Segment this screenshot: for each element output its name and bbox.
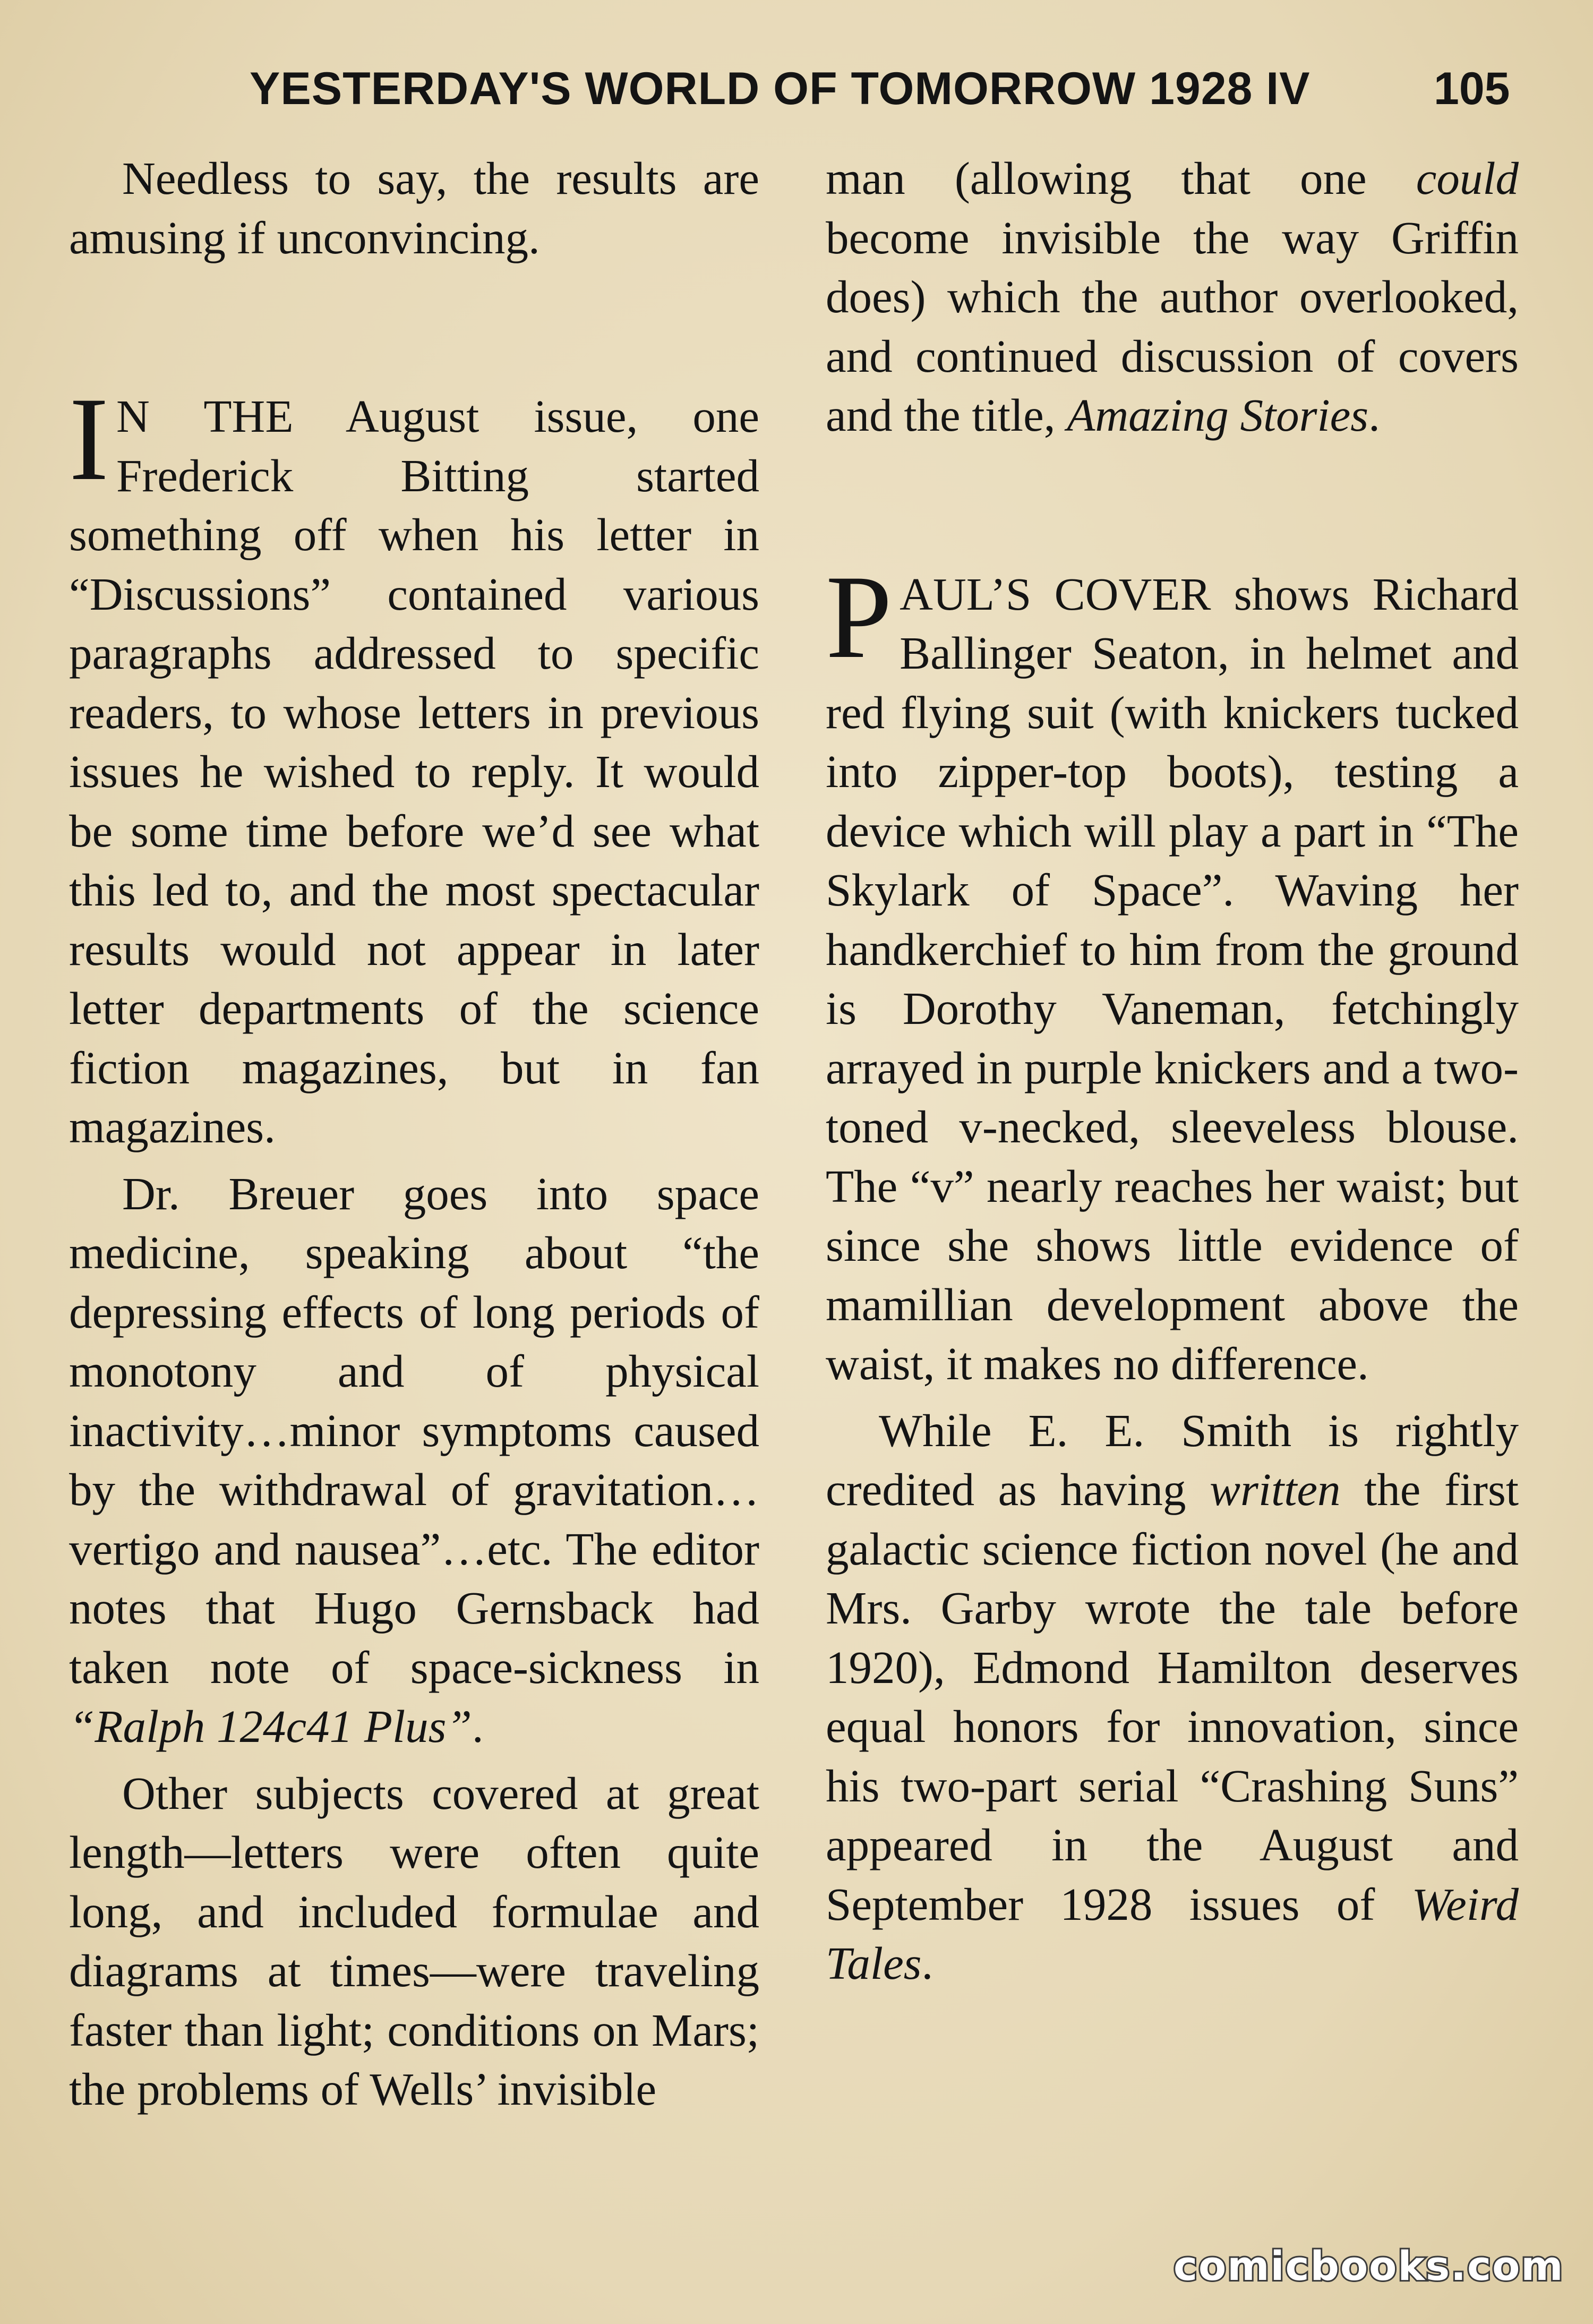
paragraph-text: the first galactic science fiction novel (he and Mrs. Garby wrote the tale before 1920), Edmond Hamilton deserves equal honors for innovation, since his two-part serial “Crashing Suns” appeared in the August and September 1928 issues of [826, 1464, 1519, 1930]
drop-cap: P [826, 550, 893, 683]
right-column [826, 149, 1519, 1993]
paragraph-gap [69, 1157, 759, 1164]
paragraph-end: . [921, 1937, 933, 1989]
paragraph-end: . [1368, 389, 1380, 441]
paragraph-gap [69, 1756, 759, 1764]
paragraph-text: become invisible the way Griffin does) which the author overlooked, and continued discussion of covers and the title, [826, 211, 1519, 441]
paragraph-text: August issue, one Frederick Bitting started something off when his letter in “Discussions” contained various paragraphs addressed to specific readers, to whose letters in previous issues he wished to reply. It would be some time before we’d see what this led to, and the most spectacular results would not appear in later letter departments of the science fiction magazines, but in fan magazines. [69, 390, 760, 1152]
paragraph: Needless to say, the results are amusing if unconvincing. [69, 152, 759, 263]
magazine-title: Amazing Stories [1067, 389, 1369, 441]
paragraph [826, 149, 1519, 445]
left-column [69, 149, 759, 2119]
paragraph-end: . [472, 1701, 484, 1752]
running-header: YESTERDAY'S WORLD OF TOMORROW 1928 IV [250, 63, 1311, 114]
paragraph: Other subjects covered at great length—letters were often quite long, and included formulae and diagrams at times—were traveling faster than light; conditions on Mars; the problems of Wells’ invisible [69, 1767, 759, 2115]
book-title: “Ralph 124c41 Plus” [69, 1701, 472, 1752]
paragraph-section-start [69, 372, 760, 1157]
section-break [826, 445, 1519, 565]
drop-cap: I [69, 372, 109, 505]
paragraph-text: While E. E. Smith is rightly credited as having [826, 1404, 1519, 1515]
section-break [69, 267, 759, 387]
paragraph-text: man (allowing that one [826, 152, 1416, 204]
paragraph-section-start [826, 550, 1519, 1394]
lead-in: N THE [116, 390, 294, 442]
emphasis: written [1210, 1464, 1341, 1515]
lead-in: AUL’S COVER [900, 568, 1211, 620]
paragraph-gap [826, 1394, 1519, 1401]
paragraph-text: shows Richard Ballinger Seaton, in helmet and red flying suit (with knickers tucked into zipper-top boots), testing a device which will play a part in “The Skylark of Space”. Waving her handkerchief to him from the ground is Dorothy Vaneman, fetchingly arrayed in purple knickers and a two-toned v-necked, sleeveless blouse. The “v” nearly reaches her waist; but since she shows little evidence of mamillian development above the waist, it makes no difference. [826, 568, 1519, 1389]
magazine-title: Weird Tales [826, 1878, 1519, 1989]
paragraph-text: Dr. Breuer goes into space medicine, speaking about “the depressing effects of long periods of monotony and of physical inactivity…minor symptoms caused by the withdrawal of gravitation…vertigo and nausea”…etc. The editor notes that Hugo Gernsback had taken note of space-sickness in [69, 1167, 759, 1693]
paragraph [69, 1164, 759, 1756]
emphasis: could [1416, 152, 1519, 204]
watermark: comicbooks.com [1174, 2242, 1564, 2289]
paragraph [826, 1401, 1519, 1993]
page-number: 105 [1434, 63, 1510, 114]
